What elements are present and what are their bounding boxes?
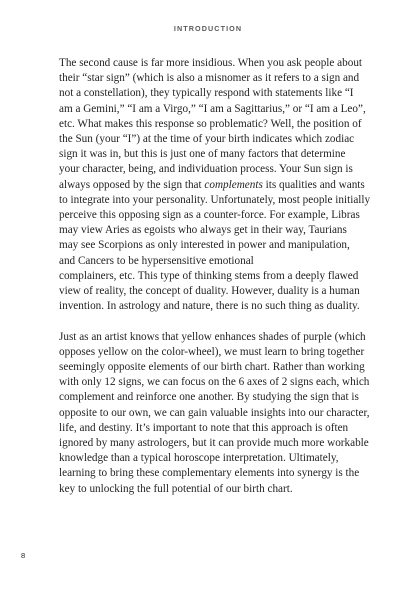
body-text (59, 56, 371, 497)
text-line (59, 178, 363, 193)
text-line: opposite to our own, we can gain valuable insights into our character, (59, 406, 370, 419)
page-number: 8 (21, 551, 26, 560)
text-line: their “star sign” (which is also a misnomer as it refers to a sign and (59, 72, 360, 85)
text-line: seemingly opposite elements of our birth chart. Rather than working (59, 361, 365, 374)
text-line: with only 12 signs, we can focus on the 6 axes of 2 signs each, which (59, 376, 370, 389)
text-line: view of reality, the concept of duality. However, duality is a human (59, 285, 360, 298)
text-line: perceive this opposing sign as a counter-force. For example, Libras (59, 209, 360, 222)
text-line: complainers, etc. This type of thinking stems from a deeply flawed (59, 269, 359, 282)
text-line: ignored by many astrologers, but it can provide much more workable (59, 437, 369, 450)
text-line: knowledge than a typical horoscope interpretation. Ultimately, (59, 452, 339, 465)
text-line: learning to bring these complementary elements into synergy is the (59, 467, 360, 480)
text-line: complement and reinforce one another. By studying the sign that is (59, 391, 359, 404)
text-line: etc. What makes this response so problematic? Well, the position of (59, 117, 362, 130)
text-line: to integrate into your personality. Unfortunately, most people initially (59, 193, 371, 206)
running-header: INTRODUCTION (173, 24, 243, 33)
text-line: the Sun (your “I”) at the time of your birth indicates which zodiac (59, 133, 355, 146)
paragraph-2 (59, 330, 370, 497)
text-line: key to unlocking the full potential of our birth chart. (59, 482, 293, 495)
text-line: sign it was in, but this is just one of many factors that determine (59, 148, 346, 161)
text-line: your character, being, and individuation process. Your Sun sign is (59, 163, 353, 176)
emphasis-complements: complements (204, 178, 263, 191)
text-line: may see Scorpions as only interested in power and manipulation, (59, 239, 350, 252)
text-line: am a Gemini,” “I am a Virgo,” “I am a Sagittarius,” or “I am a Leo”, (59, 102, 366, 115)
text-segment: always opposed by the sign that (59, 178, 205, 191)
text-line: life, and destiny. It’s important to note that this approach is often (59, 421, 349, 434)
text-line: Just as an artist knows that yellow enhances shades of purple (which (59, 330, 366, 343)
paragraph-1 (59, 56, 371, 314)
text-line: may view Aries as egoists who always get in their way, Taurians (59, 224, 347, 237)
text-line: opposes yellow on the color-wheel), we must learn to bring together (59, 345, 365, 358)
text-line: The second cause is far more insidious. When you ask people about (59, 57, 363, 69)
text-segment: its qualities and wants (262, 178, 365, 191)
text-line: invention. In astrology and nature, there is no such thing as duality. (59, 300, 360, 313)
text-line: not a constellation), they typically respond with statements like “I (59, 87, 354, 100)
text-line: and Cancers to be hypersensitive emotional (59, 254, 254, 267)
